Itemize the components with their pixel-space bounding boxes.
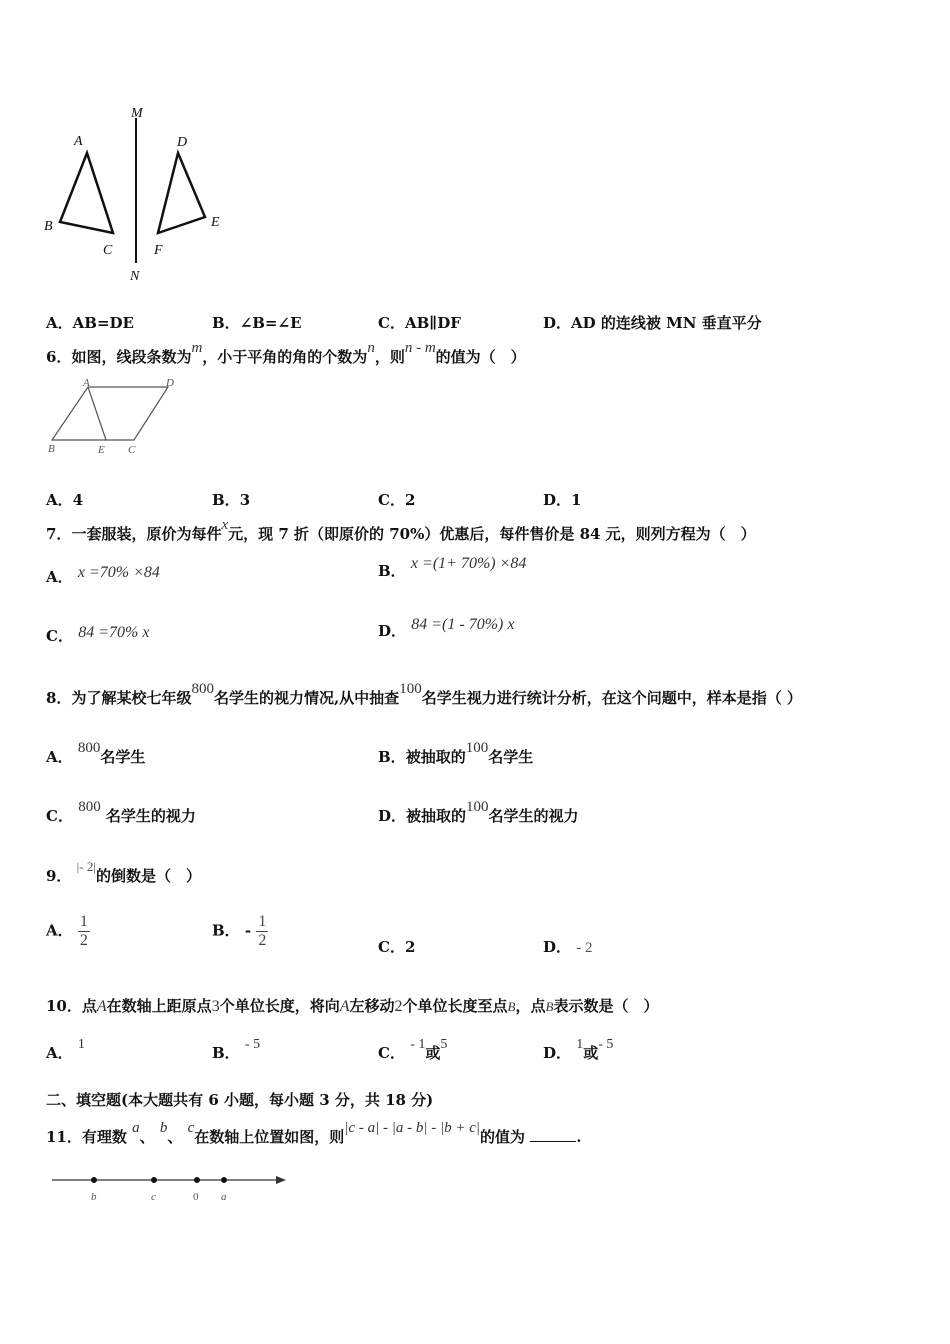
q8-option-d[interactable]: D．被抽取的100名学生的视力 <box>378 799 579 825</box>
point-a <box>221 1177 227 1183</box>
point-c <box>151 1177 157 1183</box>
q6-figure <box>42 375 182 460</box>
q11-stem: 11．有理数 a、 b、 c在数轴上位置如图，则|c - a| - |a - b| - |b + c|的值为 . <box>46 1120 582 1146</box>
q8-option-b[interactable]: B．被抽取的100名学生 <box>378 740 534 766</box>
triangle-def <box>158 153 205 233</box>
triangle-abc <box>60 153 113 233</box>
label-c: C <box>128 444 136 456</box>
label-b: B <box>44 219 53 234</box>
label-c: c <box>151 1191 156 1203</box>
label-d: D <box>166 377 174 389</box>
q8-stem: 8．为了解某校七年级800名学生的视力情况,从中抽查100名学生视力进行统计分析，在这个问题中，样本是指（ ） <box>46 681 802 707</box>
q6-option-c[interactable]: C．2 <box>378 491 416 509</box>
label-e: E <box>211 215 220 230</box>
section-title-fill-in: 二、填空题(本大题共有 6 小题，每小题 3 分，共 18 分) <box>46 1091 434 1109</box>
fraction-one-half: $\frac{1}{2}$ <box>79 913 88 949</box>
q10-option-d[interactable]: D． 1或- 5 <box>543 1037 614 1062</box>
q10-option-a[interactable]: A． 1 <box>46 1037 85 1062</box>
fraction-one-half: $\frac{1}{2}$ <box>258 913 267 949</box>
label-f: F <box>154 243 163 258</box>
q6-option-b[interactable]: B．3 <box>212 491 251 509</box>
label-m: M <box>131 106 143 121</box>
q9-option-b[interactable]: B． - $\frac{1}{2}$ <box>212 913 267 949</box>
q6-option-d[interactable]: D．1 <box>543 491 582 509</box>
label-a: A <box>74 134 83 149</box>
q5-option-a[interactable]: A．AB=DE <box>46 314 134 332</box>
axis-arrow <box>276 1176 286 1184</box>
label-b: b <box>91 1191 97 1203</box>
label-a: A <box>83 377 90 389</box>
q8-option-c[interactable]: C． 800 名学生的视力 <box>46 799 196 825</box>
q6-option-a[interactable]: A．4 <box>46 491 84 509</box>
label-c: C <box>103 243 113 258</box>
q11-number-line <box>48 1168 298 1208</box>
q7-option-d[interactable]: D． 84 =(1 - 70%) x <box>378 616 515 640</box>
q9-option-c[interactable]: C．2 <box>378 938 416 956</box>
answer-blank[interactable] <box>530 1129 576 1142</box>
q10-stem: 10．点A在数轴上距原点3个单位长度，将向A左移动2个单位长度至点B，点B表示数是（ ） <box>46 997 659 1015</box>
label-b: B <box>48 443 55 455</box>
q9-option-a[interactable]: A． $\frac{1}{2}$ <box>46 913 88 949</box>
q5-option-b[interactable]: B．∠B=∠E <box>212 314 302 332</box>
label-a: a <box>221 1191 227 1203</box>
q7-option-b[interactable]: B． x =(1+ 70%) ×84 <box>378 555 527 580</box>
q5-option-d[interactable]: D．AD 的连线被 MN 垂直平分 <box>543 314 762 332</box>
point-b <box>91 1177 97 1183</box>
q5-figure <box>40 100 240 290</box>
segment-ae <box>88 387 106 440</box>
q9-stem: 9． |- 2|的倒数是（ ） <box>46 859 201 885</box>
label-zero: 0 <box>193 1191 199 1203</box>
label-d: D <box>177 135 188 150</box>
q10-option-b[interactable]: B． - 5 <box>212 1037 261 1062</box>
q7-option-a[interactable]: A． x =70% ×84 <box>46 564 160 586</box>
q10-option-c[interactable]: C． - 1或5 <box>378 1037 448 1062</box>
q7-option-c[interactable]: C． 84 =70% x <box>46 624 150 645</box>
point-zero <box>194 1177 200 1183</box>
q6-stem: 6．如图，线段条数为m，小于平角的角的个数为n，则n - m的值为（ ） <box>46 340 526 366</box>
parallelogram-abcd <box>52 387 168 440</box>
q7-stem: 7．一套服装，原价为每件x元，现 7 折（即原价的 70%）优惠后，每件售价是 84 元，则列方程为（ ） <box>46 517 756 543</box>
label-n: N <box>130 269 140 284</box>
q9-option-d[interactable]: D． - 2 <box>543 938 593 956</box>
q5-option-c[interactable]: C．AB∥DF <box>378 314 461 332</box>
label-e: E <box>98 444 105 456</box>
q8-option-a[interactable]: A． 800名学生 <box>46 740 146 766</box>
